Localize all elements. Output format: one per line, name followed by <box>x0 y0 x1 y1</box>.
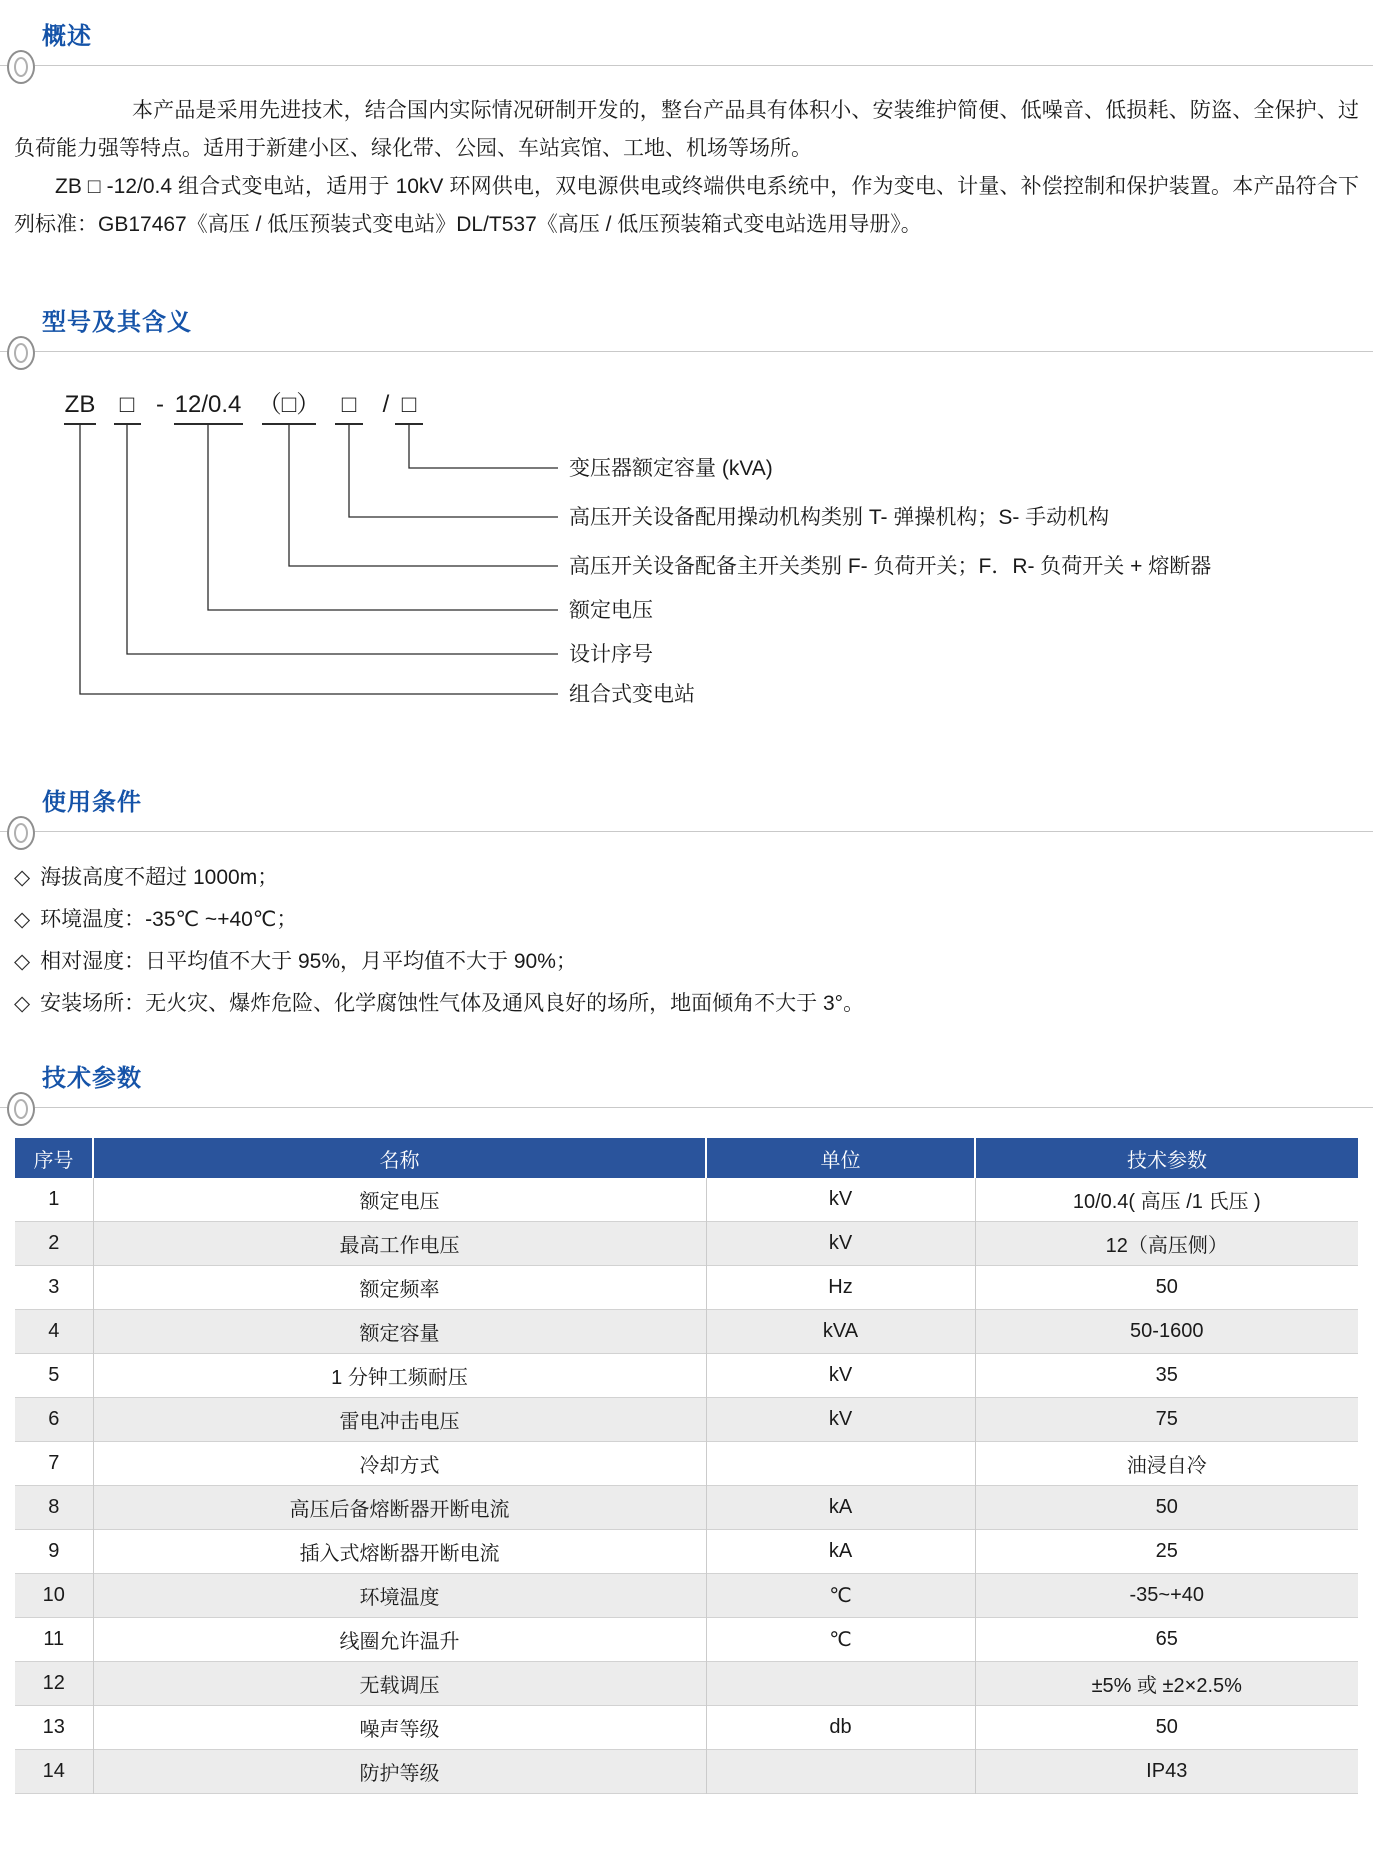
table-cell: 高压后备熔断器开断电流 <box>93 1486 706 1530</box>
table-cell: 13 <box>42 1716 65 1738</box>
model-token: / <box>382 391 390 418</box>
table-cell: kA <box>706 1530 975 1574</box>
branch-line <box>349 424 558 517</box>
table-cell <box>706 1662 975 1706</box>
table-row <box>15 1222 1358 1266</box>
section-marker-inner-icon <box>14 343 28 363</box>
section-header-conditions <box>0 788 1373 832</box>
table-cell: 冷却方式 <box>93 1442 706 1486</box>
table-cell: ±5% 或 ±2×2.5% <box>975 1662 1358 1706</box>
table-cell: 50-1600 <box>975 1310 1358 1354</box>
condition-text: 海拔高度不超过 1000m； <box>40 866 279 889</box>
table-cell: 35 <box>975 1354 1358 1398</box>
column-header-value: 技术参数 <box>975 1138 1358 1178</box>
table-header-row <box>15 1138 1358 1178</box>
diamond-bullet-icon: ◇ <box>14 908 31 931</box>
section-overview <box>0 22 1373 244</box>
table-row <box>15 1618 1358 1662</box>
section-header-parameters <box>0 1064 1373 1108</box>
table-cell <box>706 1442 975 1486</box>
table-cell: 1 <box>48 1188 60 1210</box>
table-row <box>15 1750 1358 1794</box>
tech-params-table <box>15 1138 1358 1794</box>
table-cell: kV <box>706 1178 975 1222</box>
page-section-title: 型号及其含义 <box>42 309 192 336</box>
table-cell: kA <box>706 1486 975 1530</box>
column-header-unit: 单位 <box>706 1138 975 1178</box>
condition-item <box>14 942 1373 982</box>
table-cell: 8 <box>48 1496 60 1518</box>
model-branch-label: 组合式变电站 <box>569 683 695 706</box>
model-branch-label: 高压开关设备配用操动机构类别 T- 弹操机构；S- 手动机构 <box>569 506 1110 529</box>
table-row <box>15 1310 1358 1354</box>
table-cell: -35~+40 <box>975 1574 1358 1618</box>
overview-paragraph: ZB □ -12/0.4 组合式变电站，适用于 10kV 环网供电，双电源供电或终端供电系统中，作为变电、计量、补偿控制和保护装置。本产品符合下列标准：GB17467《高压 / 低压预装式变电站》DL/T537《高压 / 低压预装箱式变电站选用导册》。 <box>14 175 1359 236</box>
model-designation-diagram <box>8 386 1308 718</box>
table-cell: 噪声等级 <box>93 1706 706 1750</box>
table-cell <box>706 1750 975 1794</box>
section-parameters <box>0 1064 1373 1794</box>
model-branch-label: 设计序号 <box>569 643 653 666</box>
table-cell: 25 <box>975 1530 1358 1574</box>
conditions-list <box>14 858 1373 1024</box>
table-cell: 50 <box>975 1486 1358 1530</box>
table-cell: 最高工作电压 <box>93 1222 706 1266</box>
table-cell: 7 <box>48 1452 60 1474</box>
table-cell: 防护等级 <box>93 1750 706 1794</box>
table-cell: kV <box>706 1398 975 1442</box>
section-header-model <box>0 308 1373 352</box>
table-cell: 65 <box>975 1618 1358 1662</box>
model-token: - <box>156 391 164 418</box>
section-marker-inner-icon <box>14 1099 28 1119</box>
table-cell: 4 <box>48 1320 60 1342</box>
table-cell: 12（高压侧） <box>975 1222 1358 1266</box>
model-branch-label: 变压器额定容量 (kVA) <box>569 457 773 480</box>
branch-line <box>127 424 558 654</box>
table-cell: 12 <box>42 1672 65 1694</box>
section-marker-icon <box>7 336 35 370</box>
section-marker-icon <box>7 50 35 84</box>
model-branch-label: 高压开关设备配备主开关类别 F- 负荷开关；F．R- 负荷开关 + 熔断器 <box>569 555 1212 578</box>
table-cell: ℃ <box>706 1618 975 1662</box>
table-cell: 油浸自冷 <box>975 1442 1358 1486</box>
page-section-title: 技术参数 <box>42 1065 142 1092</box>
table-row <box>15 1530 1358 1574</box>
section-header-overview <box>0 22 1373 66</box>
table-cell: 11 <box>43 1628 65 1650</box>
table-cell: 无载调压 <box>93 1662 706 1706</box>
condition-item <box>14 900 1373 940</box>
section-marker-icon <box>7 1092 35 1126</box>
table-cell: 6 <box>48 1408 60 1430</box>
table-cell: IP43 <box>975 1750 1358 1794</box>
overview-text <box>14 92 1359 244</box>
table-cell: ℃ <box>706 1574 975 1618</box>
table-row <box>15 1442 1358 1486</box>
diamond-bullet-icon: ◇ <box>14 866 31 889</box>
table-cell: 3 <box>48 1276 60 1298</box>
table-cell: 50 <box>975 1266 1358 1310</box>
table-cell: 额定电压 <box>93 1178 706 1222</box>
section-model <box>0 308 1373 718</box>
model-token: □ <box>341 391 357 418</box>
table-cell: 线圈允许温升 <box>93 1618 706 1662</box>
table-cell: kV <box>706 1222 975 1266</box>
column-header-name: 名称 <box>93 1138 706 1178</box>
table-cell: 14 <box>42 1760 65 1782</box>
section-conditions <box>0 788 1373 1024</box>
diamond-bullet-icon: ◇ <box>14 992 31 1015</box>
table-row <box>15 1266 1358 1310</box>
model-token: ZB <box>64 391 96 418</box>
model-token: □ <box>119 391 135 418</box>
page-section-title: 概述 <box>42 23 92 50</box>
table-cell: 2 <box>48 1232 60 1254</box>
condition-text: 相对湿度：日平均值不大于 95%，月平均值不大于 90%； <box>40 950 577 973</box>
condition-text: 环境温度：-35℃ ~+40℃； <box>40 908 298 931</box>
table-row <box>15 1662 1358 1706</box>
table-cell: 环境温度 <box>93 1574 706 1618</box>
overview-paragraph: 本产品是采用先进技术，结合国内实际情况研制开发的，整台产品具有体积小、安装维护简便、低噪音、低损耗、防盗、全保护、过负荷能力强等特点。适用于新建小区、绿化带、公园、车站宾馆、工地、机场等场所。 <box>14 99 1359 160</box>
table-cell: 额定容量 <box>93 1310 706 1354</box>
condition-text: 安装场所：无火灾、爆炸危险、化学腐蚀性气体及通风良好的场所，地面倾角不大于 3°。 <box>40 992 865 1015</box>
condition-item <box>14 858 1373 898</box>
diamond-bullet-icon: ◇ <box>14 950 31 973</box>
table-row <box>15 1398 1358 1442</box>
table-cell: 10 <box>42 1584 65 1606</box>
branch-line <box>409 424 558 468</box>
section-marker-inner-icon <box>14 57 28 77</box>
table-cell: 10/0.4( 高压 /1 氏压 ) <box>975 1178 1358 1222</box>
table-row <box>15 1354 1358 1398</box>
table-cell: 50 <box>975 1706 1358 1750</box>
table-cell: 5 <box>48 1364 60 1386</box>
model-token: 12/0.4 <box>174 391 242 418</box>
column-header-index: 序号 <box>15 1138 93 1178</box>
table-row <box>15 1706 1358 1750</box>
condition-item <box>14 984 1373 1024</box>
model-token: （□） <box>257 391 321 418</box>
model-branch-label: 额定电压 <box>569 599 653 622</box>
table-row <box>15 1574 1358 1618</box>
model-token: □ <box>401 391 417 418</box>
tech-params-table-body <box>15 1178 1358 1794</box>
table-cell: 额定频率 <box>93 1266 706 1310</box>
table-cell: 1 分钟工频耐压 <box>93 1354 706 1398</box>
table-cell: kVA <box>706 1310 975 1354</box>
table-row <box>15 1486 1358 1530</box>
section-marker-inner-icon <box>14 823 28 843</box>
table-cell: db <box>706 1706 975 1750</box>
section-marker-icon <box>7 816 35 850</box>
table-cell: 9 <box>48 1540 60 1562</box>
table-cell: 插入式熔断器开断电流 <box>93 1530 706 1574</box>
table-cell: kV <box>706 1354 975 1398</box>
branch-line <box>289 424 558 566</box>
table-cell: Hz <box>706 1266 975 1310</box>
table-cell: 75 <box>975 1398 1358 1442</box>
table-row <box>15 1178 1358 1222</box>
page-section-title: 使用条件 <box>42 789 142 816</box>
table-cell: 雷电冲击电压 <box>93 1398 706 1442</box>
